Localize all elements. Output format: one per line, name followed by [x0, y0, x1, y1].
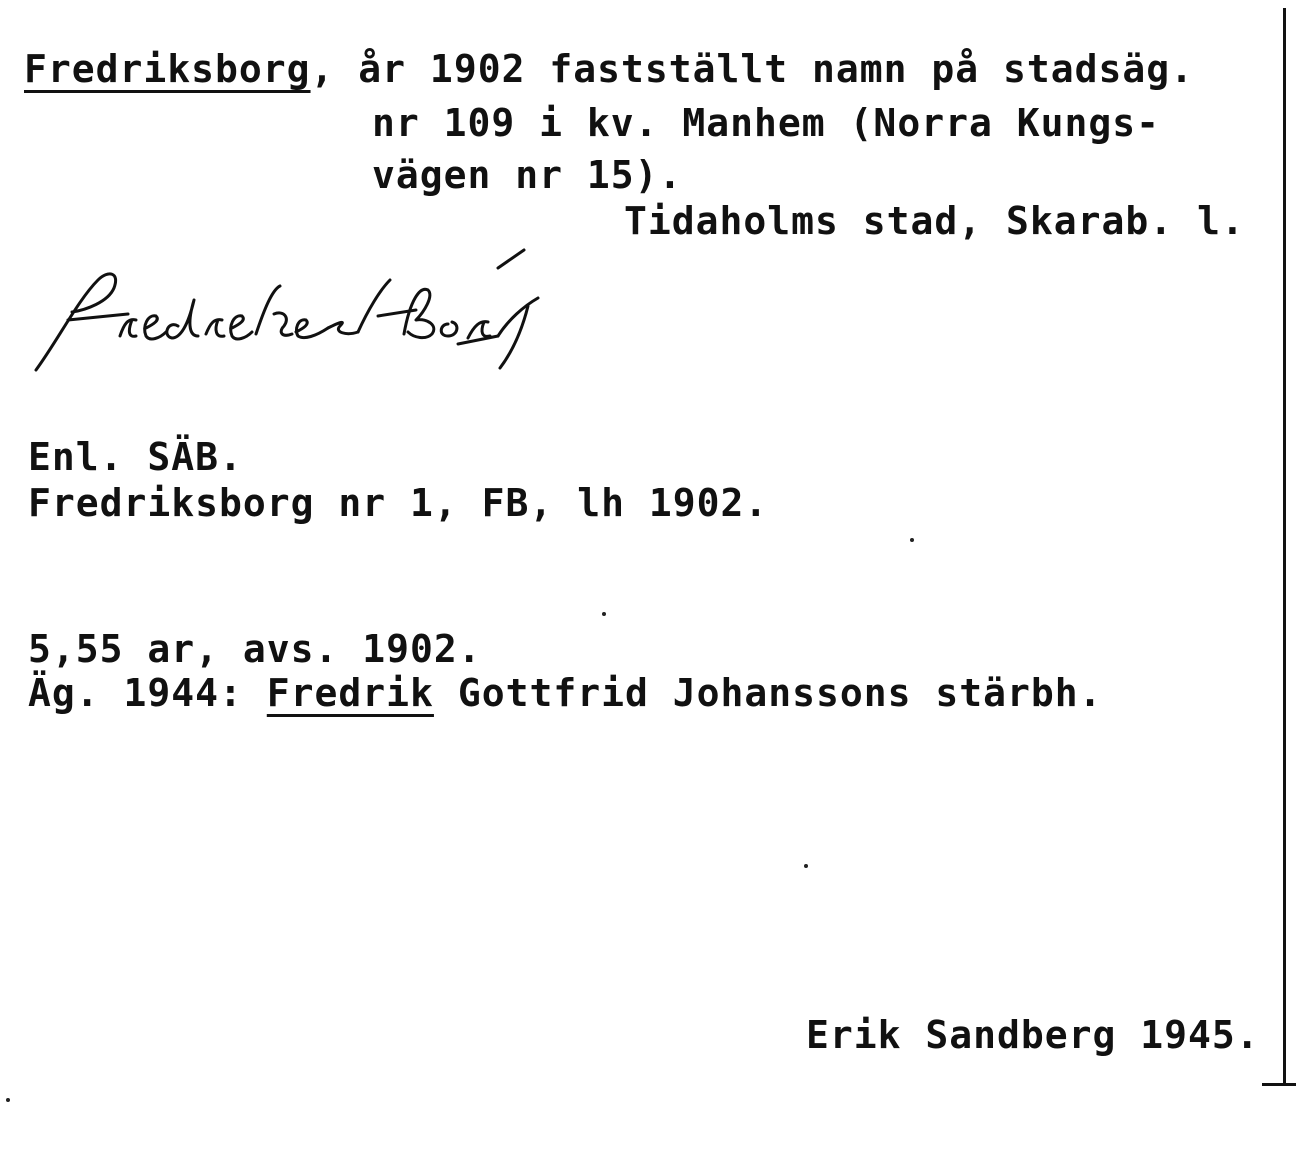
owner-first-name: Fredrik [266, 671, 434, 715]
speck [602, 612, 606, 616]
card-bottom-edge [1262, 1083, 1296, 1086]
handwritten-name [28, 240, 588, 390]
owner-rest: Gottfrid Johanssons stärbh. [433, 671, 1103, 715]
owner-prefix: Äg. 1944: [28, 671, 267, 715]
speck [6, 1098, 10, 1102]
author-signature: Erik Sandberg 1945. [806, 1013, 1260, 1057]
owner-line [28, 670, 1103, 716]
heading-line-1-rest: , år 1902 fastställt namn på stadsäg. [310, 47, 1195, 91]
heading-line-1 [24, 46, 1194, 92]
speck [910, 538, 914, 542]
card-right-edge [1283, 8, 1286, 1086]
municipality: Tidaholms stad, Skarab. l. [624, 199, 1245, 243]
source-line-2: Fredriksborg nr 1, FB, lh 1902. [28, 481, 769, 525]
area-line: 5,55 ar, avs. 1902. [28, 627, 482, 671]
source-line-1: Enl. SÄB. [28, 435, 243, 479]
heading-line-2: nr 109 i kv. Manhem (Norra Kungs- [372, 101, 1160, 145]
place-name: Fredriksborg [24, 47, 311, 91]
speck [804, 864, 808, 868]
heading-line-3: vägen nr 15). [372, 153, 683, 197]
